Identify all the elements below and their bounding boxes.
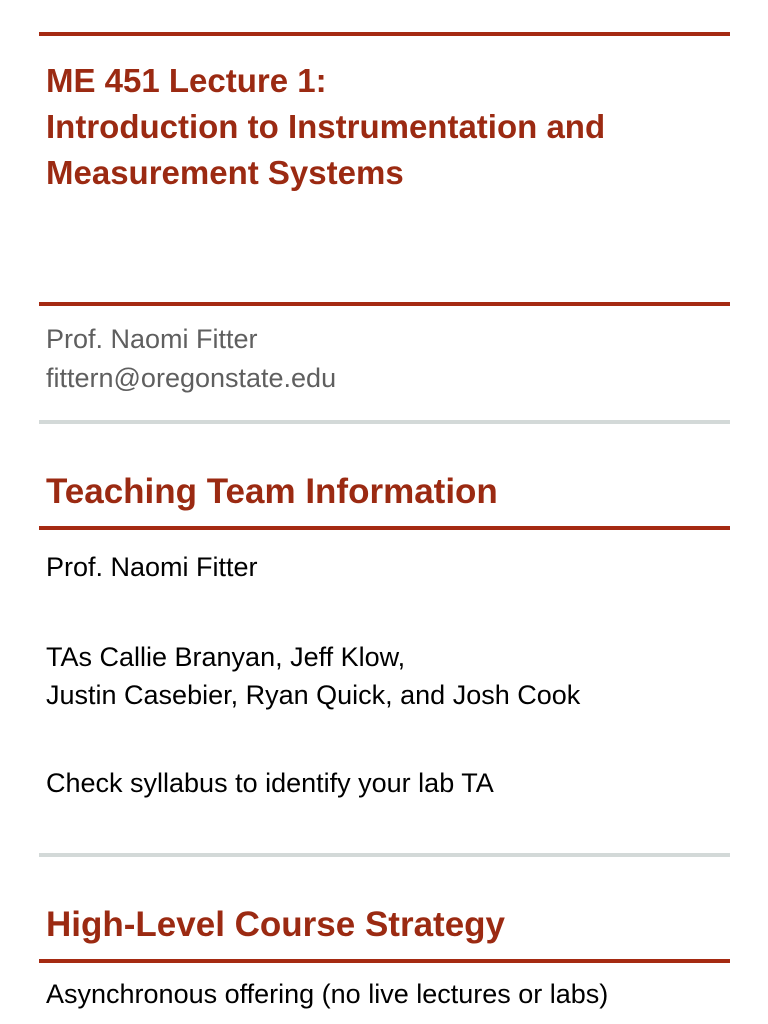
slide-divider-2 [39, 853, 730, 857]
slide-divider-1 [39, 420, 730, 424]
presenter-top-rule [39, 302, 730, 306]
presenter-name: Prof. Naomi Fitter [46, 324, 258, 354]
teaching-team-title: Teaching Team Information [46, 472, 498, 511]
lecture-title-line-3: Measurement Systems [46, 154, 404, 191]
professor-name: Prof. Naomi Fitter [46, 552, 258, 582]
teaching-team-rule [39, 526, 730, 530]
tas-line-2: Justin Casebier, Ryan Quick, and Josh Cook [46, 680, 581, 710]
lecture-title-line-2: Introduction to Instrumentation and [46, 108, 606, 145]
course-strategy-title: High-Level Course Strategy [46, 905, 505, 944]
lecture-title-line-1: ME 451 Lecture 1: [46, 62, 327, 99]
tas-line-1: TAs Callie Branyan, Jeff Klow, [46, 642, 406, 672]
strategy-bullet-1: Asynchronous offering (no live lectures or labs) [46, 979, 609, 1009]
course-strategy-rule [39, 959, 730, 963]
lecture-title [46, 58, 605, 196]
syllabus-note: Check syllabus to identify your lab TA [46, 768, 494, 798]
presenter-email: fittern@oregonstate.edu [46, 363, 337, 393]
title-top-rule [39, 32, 730, 36]
